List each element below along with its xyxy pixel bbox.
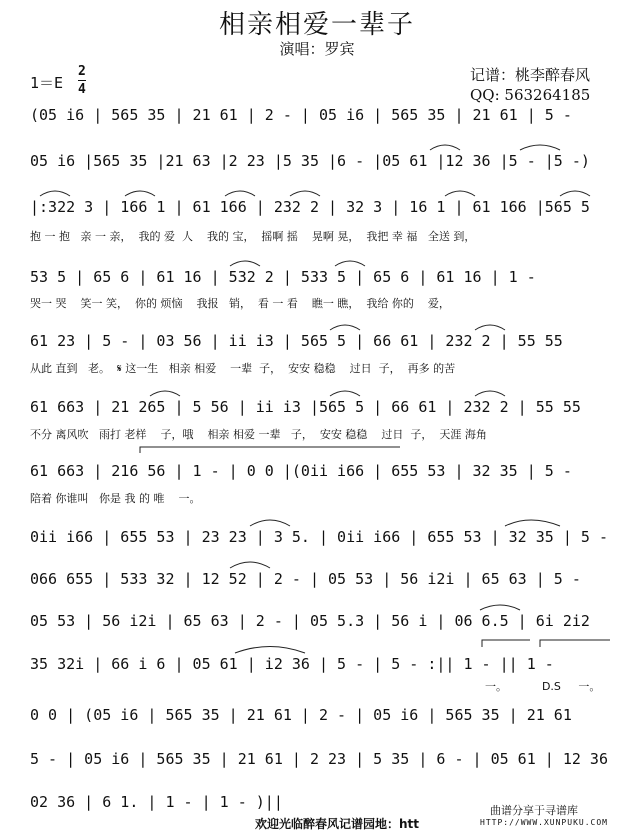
- notation-row-2: 05 i6 |565 35 |21 63 |2 23 |5 35 |6 - |05 61 |12 36 |5 - |5 -): [30, 152, 590, 170]
- tie-mark: [560, 191, 590, 196]
- notation-row-9: 066 655 | 533 32 | 12 52 | 2 - | 05 53 | 56 i2i | 65 63 | 5 -: [30, 570, 581, 588]
- song-title: 相亲相爱一辈子: [218, 10, 415, 40]
- volta-bracket: [540, 640, 610, 647]
- tie-mark: [125, 191, 155, 196]
- notation-row-14: 02 36 | 6 1. | 1 - | 1 - )||: [30, 793, 283, 811]
- key-signature: 1＝E: [30, 74, 64, 92]
- lyrics-row-5: 陪着 你谁叫 你是 我 的 唯 一。: [30, 492, 201, 505]
- notation-row-13: 5 - | 05 i6 | 565 35 | 21 61 | 2 23 | 5 35 | 6 - | 05 61 | 12 36: [30, 750, 608, 768]
- tie-mark: [235, 647, 305, 654]
- footer-welcome: 欢迎光临醉春风记谱园地：htt: [255, 817, 420, 831]
- notation-row-7: 61 663 | 216 56 | 1 - | 0 0 |(0ii i66 | 655 53 | 32 35 | 5 -: [30, 462, 572, 480]
- meter-top: 2: [78, 64, 86, 79]
- tie-mark: [150, 391, 180, 396]
- tie-mark: [475, 325, 505, 330]
- time-signature: [78, 64, 86, 97]
- singer-credit: 演唱：罗宾: [279, 40, 355, 58]
- tie-mark: [230, 562, 270, 568]
- tie-mark: [230, 261, 260, 266]
- qq-contact: QQ: 563264185: [470, 86, 591, 104]
- meter-bottom: 4: [78, 82, 86, 97]
- lyrics-row-4: 不分 离风吹 雨打 老样 子，哦 相亲 相爱 一辈 子， 安安 稳稳 过日 子， 天涯 海角: [30, 428, 487, 441]
- notation-row-3: |:322 3 | 166 1 | 61 166 | 232 2 | 32 3 | 16 1 | 61 166 |565 5: [30, 198, 590, 216]
- lyrics-row-6: 一。 D.S 一。: [485, 680, 601, 693]
- tie-mark: [225, 191, 255, 196]
- tie-mark: [520, 145, 560, 150]
- watermark-url: HTTP://WWW.XUNPUKU.COM: [480, 818, 608, 827]
- tie-mark: [250, 520, 290, 526]
- volta-bracket: [482, 640, 530, 647]
- tie-mark: [40, 191, 70, 196]
- tie-mark: [480, 605, 520, 610]
- notation-row-8: 0ii i66 | 655 53 | 23 23 | 3 5. | 0ii i66 | 655 53 | 32 35 | 5 -: [30, 528, 608, 546]
- lyrics-row-2: 哭一 哭 笑一 笑， 你的 烦恼 我报 销， 看 一 看 瞧一 瞧， 我给 你的 爱，: [30, 297, 450, 310]
- tie-mark: [430, 145, 460, 150]
- tie-mark: [290, 191, 320, 196]
- notation-row-5: 61 23 | 5 - | 03 56 | ii i3 | 565 5 | 66 61 | 232 2 | 55 55: [30, 332, 563, 350]
- tie-mark: [475, 391, 505, 396]
- notation-row-6: 61 663 | 21 265 | 5 56 | ii i3 |565 5 | 66 61 | 232 2 | 55 55: [30, 398, 581, 416]
- notation-row-11: 35 32i | 66 i 6 | 05 61 | i2 36 | 5 - | 5 - :|| 1 - || 1 -: [30, 655, 554, 673]
- volta-bracket: [140, 447, 400, 453]
- notation-row-4: 53 5 | 65 6 | 61 16 | 532 2 | 533 5 | 65 6 | 61 16 | 1 -: [30, 268, 536, 286]
- tie-mark: [330, 391, 360, 396]
- watermark-text: 曲谱分享于寻谱库: [490, 804, 578, 817]
- tie-mark: [335, 261, 365, 266]
- notation-row-10: 05 53 | 56 i2i | 65 63 | 2 - | 05 5.3 | 56 i | 06 6.5 | 6i 2i2: [30, 612, 590, 630]
- transcriber-credit: 记谱：桃李醉春风: [470, 66, 591, 84]
- lyrics-row-3: 从此 直到 老。 𝄋 这一生 相亲 相爱 一辈 子， 安安 稳稳 过日 子， 再多 的苦: [30, 362, 456, 375]
- lyrics-row-1: 抱 一 抱 亲 一 亲， 我的 爱 人 我的 宝， 摇啊 摇 晃啊 晃， 我把 幸 福 全送 到，: [30, 230, 476, 243]
- tie-mark: [445, 191, 475, 196]
- tie-mark: [505, 520, 560, 526]
- notation-row-12: 0 0 | (05 i6 | 565 35 | 21 61 | 2 - | 05 i6 | 565 35 | 21 61: [30, 706, 572, 724]
- notation-row-1: (05 i6 | 565 35 | 21 61 | 2 - | 05 i6 | 565 35 | 21 61 | 5 -: [30, 106, 572, 124]
- tie-mark: [330, 325, 360, 330]
